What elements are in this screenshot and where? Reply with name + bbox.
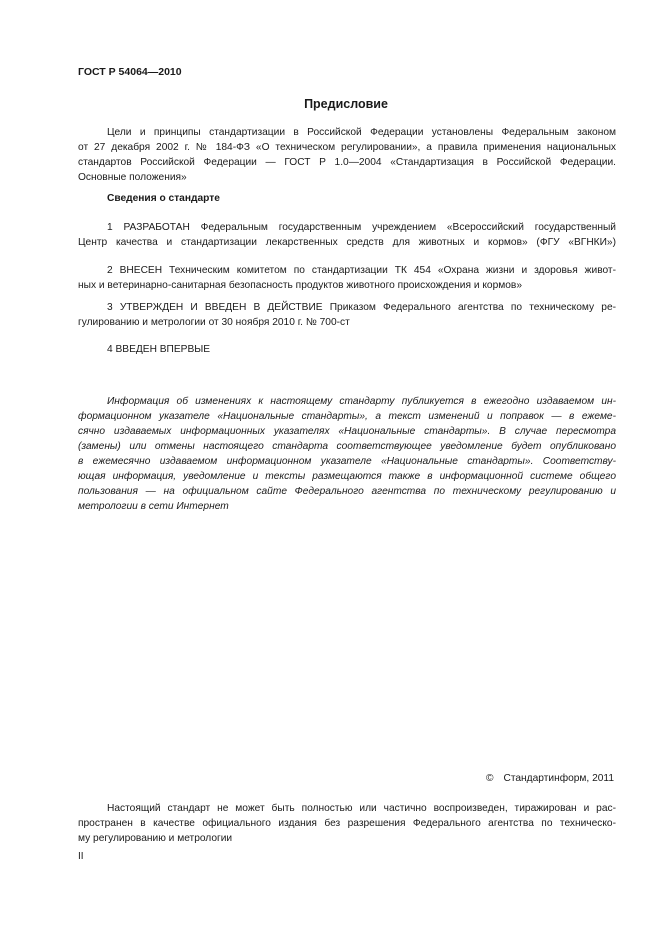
standard-info-item-1 [78, 220, 616, 250]
notice-line: формационном указателе «Национальные стандарты», а текст изменений и поправок — в ежеме- [78, 411, 616, 422]
changes-info-notice [78, 394, 616, 514]
item-line: гулированию и метрологии от 30 ноября 2010 г. № 700-ст [78, 317, 350, 328]
item-line: 2 ВНЕСЕН Техническим комитетом по стандартизации ТК 454 «Охрана жизни и здоровья живот- [107, 265, 616, 276]
notice-line: метрологии в сети Интернет [78, 501, 229, 512]
item-line: 4 ВВЕДЕН ВПЕРВЫЕ [107, 344, 211, 355]
standard-info-item-2 [78, 263, 616, 293]
intro-line: Цели и принципы стандартизации в Российской Федерации установлены Федеральным законом [107, 127, 616, 138]
footer-line: Настоящий стандарт не может быть полностью или частично воспроизведен, тиражирован и рас- [107, 803, 616, 814]
notice-line: Информация об изменениях к настоящему стандарту публикуется в ежегодно издаваемом ин- [107, 396, 616, 407]
page-title: Предисловие [304, 97, 388, 111]
notice-line: (замены) или отмены настоящего стандарта соответствующее уведомление будет опубликовано [78, 441, 616, 452]
item-line: 3 УТВЕРЖДЕН И ВВЕДЕН В ДЕЙСТВИЕ Приказом Федерального агентства по техническому ре- [107, 302, 616, 313]
notice-line: в ежемесячно издаваемом информационном указателе «Национальные стандарты». Соответству- [78, 456, 616, 467]
standard-info-item-4 [78, 342, 616, 357]
notice-line: сячно издаваемых информационных указателях «Национальные стандарты». В случае пересмотра [78, 426, 616, 437]
intro-paragraph [78, 125, 616, 185]
section-subheading: Сведения о стандарте [107, 193, 220, 204]
item-line: Центр качества и стандартизации лекарственных средств для животных и кормов» (ФГУ «ВГНКИ») [78, 237, 616, 248]
intro-line: стандартов Российской Федерации — ГОСТ Р 1.0—2004 «Стандартизация в Российской Федерации. [78, 157, 616, 168]
item-line: ных и ветеринарно-санитарная безопасность продуктов животного происхождения и кормов» [78, 280, 522, 291]
standard-info-item-3 [78, 300, 616, 330]
notice-line: пользования — на официальном сайте Федерального агентства по техническому регулированию и [78, 486, 616, 497]
copyright-symbol: © [485, 773, 494, 784]
intro-line: от 27 декабря 2002 г. № 184-ФЗ «О техническом регулировании», а правила применения национальных [78, 142, 616, 153]
notice-line: ющая информация, уведомление и тексты размещаются также в информационной системе общего [78, 471, 616, 482]
intro-line: Основные положения» [78, 172, 187, 183]
copyright-text: Стандартинформ, 2011 [503, 773, 614, 784]
document-code-header: ГОСТ Р 54064—2010 [78, 66, 182, 78]
footer-line: му регулированию и метрологии [78, 833, 233, 844]
page-number: II [78, 851, 84, 862]
reproduction-notice [78, 801, 616, 846]
footer-line: пространен в качестве официального издания без разрешения Федерального агентства по техническо- [78, 818, 616, 829]
copyright-line [486, 773, 614, 784]
item-line: 1 РАЗРАБОТАН Федеральным государственным учреждением «Всероссийский государственный [107, 222, 616, 233]
